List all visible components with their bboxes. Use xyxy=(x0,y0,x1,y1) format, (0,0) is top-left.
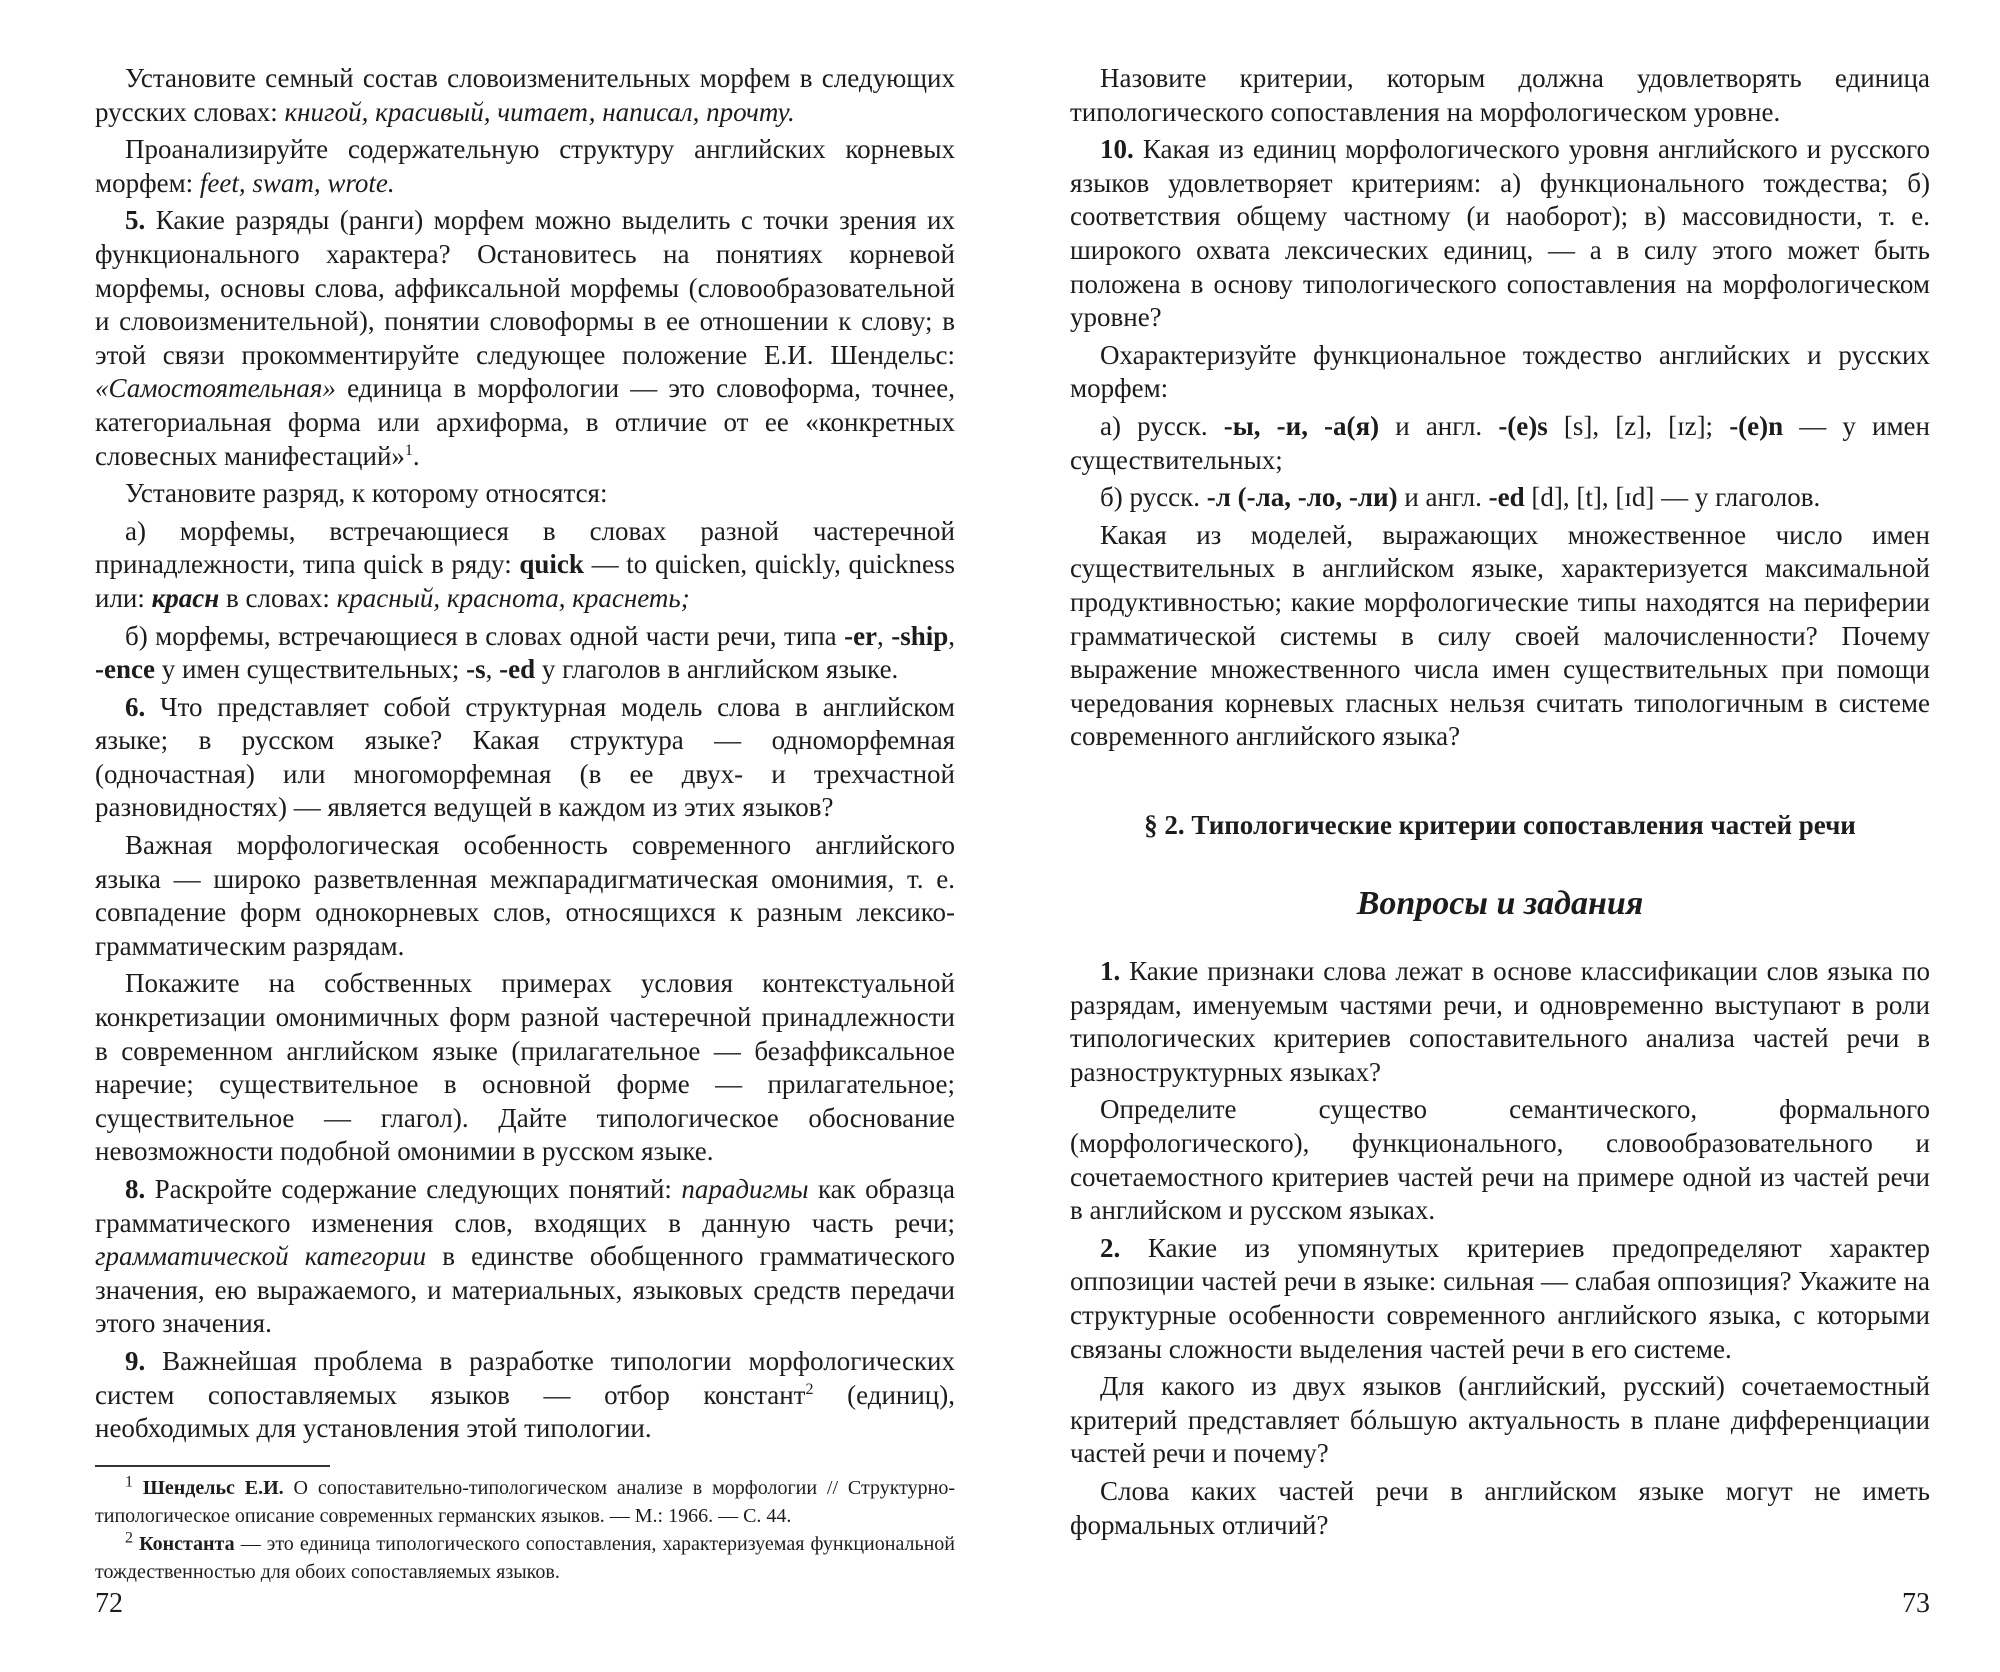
question-5: 5. Какие разряды (ранги) морфем можно выделить с точки зрения их функционального характера? Остановитесь на понятиях корневой морфемы, основы слова, аффиксальной морфемы (словообразовательной и словоизменительной), понятии словоформы в ее отношении к слову; в этой связи прокомментируйте следующее положение Е.И. Шендельс: «Самостоятельная» единица в морфологии — это словоформа, точнее, категориальная форма или архиформа, в отличие от ее «конкретных словесных манифестаций»$^1$. xyxy=(95,205,956,471)
item-a-nouns: а) русск. -ы, -и, -а(я) и англ. -(e)s [s], [z], [ɪz]; -(e)n — у имен существительных; xyxy=(1070,410,1930,475)
paragraph-plural-models: Какая из моделей, выражающих множественное число имен существительных в английском языке, характеризуется максимальной продуктивностью; какие морфологические типы находятся на периферии грамматической системы в силу своей малочисленности? Почему выражение множественного числа имен существительных при помощи чередования корневых гласных нельзя считать типологичным в системе современного английского языка? xyxy=(1070,519,1930,752)
left-page xyxy=(95,0,955,1672)
paragraph-rank: Установите разряд, к которому относятся: xyxy=(125,478,608,509)
paragraph-characterize: Охарактеризуйте функциональное тождество английских и русских морфем: xyxy=(1070,339,1930,404)
paragraph-which-language: Для какого из двух языков (английский, русский) сочетаемостный критерий представляет бóльшую актуальность в плане дифференциации частей речи и почему? xyxy=(1070,1371,1930,1469)
paragraph-show-examples: Покажите на собственных примерах условия контекстуальной конкретизации омонимичных форм разной частеречной принадлежности в современном английском языке (прилагательное — безаффиксальное наречие; существительное в основной форме — прилагательное; существительное — глагол). Дайте типологическое обоснование невозможности подобной омонимии в русском языке. xyxy=(95,968,955,1167)
footnote-2: $^2$ Константа — это единица типологического сопоставления, характеризуемая функциональной тождественностью для обоих сопоставляемых языков. xyxy=(95,1529,955,1583)
paragraph-formal-differences: Слова каких частей речи в английском языке могут не иметь формальных отличий? xyxy=(1070,1475,1930,1540)
section-heading: § 2. Типологические критерии сопоставления частей речи xyxy=(1144,810,1856,840)
paragraph-morpheme-semes: Установите семный состав словоизменительных морфем в следующих русских словах: книгой, красивый, читает, написал, прочту. xyxy=(95,63,955,127)
paragraph-homonymy: Важная морфологическая особенность современного английского языка — широко разветвленная межпарадигматическая омонимия, т. е. совпадение форм однокорневых слов, относящихся к разным лексико-грамматическим разрядам. xyxy=(95,830,955,961)
right-page xyxy=(1070,0,1930,1672)
question-8: 8. Раскройте содержание следующих понятий: парадигмы как образца грамматического изменения слов, входящих в данную часть речи; грамматической категории в единстве обобщенного грамматического значения, ею выражаемого, и материальных, языковых средств передачи этого значения. xyxy=(95,1174,956,1339)
footnotes xyxy=(95,1474,955,1586)
footnote-ref-2: 2 xyxy=(805,1380,814,1398)
paragraph-criteria: Назовите критерии, которым должна удовлетворять единица типологического сопоставления на морфологическом уровне. xyxy=(1070,63,1930,127)
item-b: б) морфемы, встречающиеся в словах одной части речи, типа -er, -ship, -ence у имен существительных; -s, -ed у глаголов в английском языке. xyxy=(95,620,956,685)
left-page-body xyxy=(95,62,955,1450)
question-10: 10. Какая из единиц морфологического уровня английского и русского языков удовлетворяет критериям: а) функционального тождества; б) соответствия общему частному (и наоборот); в) массовидности, т. е. широкого охвата лексических единиц, — а в силу этого может быть положена в основу типологического сопоставления на морфологическом уровне? xyxy=(1070,134,1930,333)
question-2: 2. Какие из упомянутых критериев предопределяют характер оппозиции частей речи в языке: сильная — слабая оппозиция? Укажите на структурные особенности современного английского языка, с которыми связаны сложности выделения частей речи в его системе. xyxy=(1070,1232,1930,1364)
footnote-divider xyxy=(95,1465,330,1467)
footnote-1: $^1$ Шендельс Е.И. О сопоставительно-типологическом анализе в морфологии // Структурно-типологическое описание современных германских языков. — М.: 1966. — С. 44. xyxy=(95,1473,956,1527)
item-b-verbs: б) русск. -л (-ла, -ло, -ли) и англ. -ed [d], [t], [ɪd] — у глаголов. xyxy=(1100,482,1821,513)
question-1: 1. Какие признаки слова лежат в основе классификации слов языка по разрядам, именуемым частями речи, и одновременно выступают в роли типологических критериев сопоставительного анализа частей речи в разноструктурных языках? xyxy=(1070,956,1931,1087)
questions-list xyxy=(1070,955,1930,1546)
question-6: 6. Что представляет собой структурная модель слова в английском языке; в русском языке? Какая структура — одноморфемная (одночастная) или многоморфемная (в ее двух- и трехчастной разновидностях) — является ведущей в каждом из этих языков? xyxy=(95,691,955,823)
right-page-body xyxy=(1070,62,1930,758)
footnote-ref-1: 1 xyxy=(404,441,413,459)
paragraph-root-morphemes: Проанализируйте содержательную структуру английских корневых морфем: feet, swam, wrote. xyxy=(95,134,955,198)
paragraph-define-criteria: Определите существо семантического, формального (морфологического), функционального, словообразовательного и сочетаемостного критериев частей речи на примере одной из частей речи в английском и русском языках. xyxy=(1070,1094,1930,1226)
question-9: 9. Важнейшая проблема в разработке типологии морфологических систем сопоставляемых языков — отбор констант$^2$ (единиц), необходимых для установления этой типологии. xyxy=(95,1345,956,1444)
page-number-right: 73 xyxy=(1902,1588,1930,1619)
page-number-left: 72 xyxy=(95,1588,123,1619)
item-a: а) морфемы, встречающиеся в словах разной частеречной принадлежности, типа quick в ряду: quick — to quicken, quickly, quickness или: красн в словах: красный, краснота, краснеть; xyxy=(95,515,955,613)
questions-heading: Вопросы и задания xyxy=(1356,885,1644,922)
